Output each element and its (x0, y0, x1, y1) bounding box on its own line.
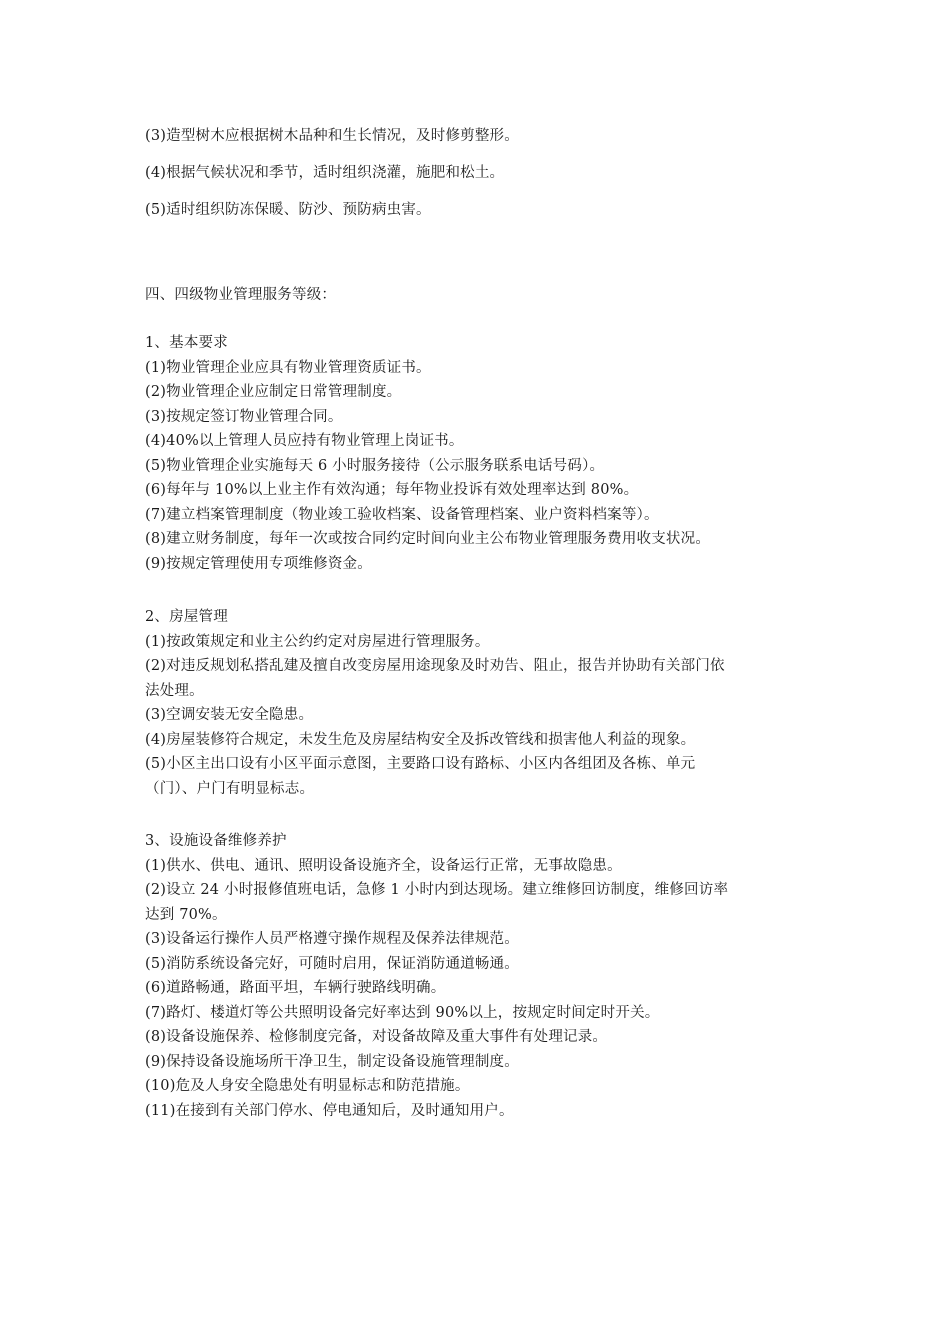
list-item: (8)建立财务制度，每年一次或按合同约定时间向业主公布物业管理服务费用收支状况。 (145, 531, 711, 547)
section-title: 3、设施设备维修养护 (145, 833, 287, 849)
list-item: (2)设立 24 小时报修值班电话，急修 1 小时内到达现场。建立维修回访制度，维修回访率 (145, 882, 729, 898)
intro-list (145, 118, 810, 229)
list-item: (1)按政策规定和业主公约约定对房屋进行管理服务。 (145, 633, 490, 650)
list-item: (6)道路畅通，路面平坦，车辆行驶路线明确。 (145, 980, 446, 996)
list-item: (1)供水、供电、通讯、照明设备设施齐全，设备运行正常，无事故隐患。 (145, 857, 622, 874)
list-item: (5)小区主出口设有小区平面示意图，主要路口设有路标、小区内各组团及各栋、单元 (145, 756, 696, 772)
list-item: (4)40%以上管理人员应持有物业管理上岗证书。 (145, 433, 464, 449)
list-item: (2)物业管理企业应制定日常管理制度。 (145, 384, 402, 400)
list-item: (9)按规定管理使用专项维修资金。 (145, 555, 372, 572)
list-item: (10)危及人身安全隐患处有明显标志和防范措施。 (145, 1078, 470, 1094)
section-title: 1、基本要求 (145, 335, 228, 351)
list-item: (3)造型树木应根据树木品种和生长情况，及时修剪整形。 (145, 128, 519, 144)
section-facility-maintenance (145, 829, 810, 1123)
list-item: (9)保持设备设施场所干净卫生，制定设备设施管理制度。 (145, 1053, 519, 1070)
list-item: (6)每年与 10%以上业主作有效沟通；每年物业投诉有效处理率达到 80%。 (145, 482, 639, 498)
list-item: (1)物业管理企业应具有物业管理资质证书。 (145, 359, 431, 376)
list-item: (5)适时组织防冻保暖、防沙、预防病虫害。 (145, 202, 431, 218)
list-item: (3)按规定签订物业管理合同。 (145, 408, 343, 425)
section-basic-requirements (145, 331, 810, 576)
list-item: (8)设备设施保养、检修制度完备，对设备故障及重大事件有处理记录。 (145, 1029, 608, 1045)
list-item: (4)根据气候状况和季节，适时组织浇灌，施肥和松土。 (145, 165, 505, 181)
section-heading: 四、四级物业管理服务等级： (145, 287, 337, 303)
list-item: (5)消防系统设备完好，可随时启用，保证消防通道畅通。 (145, 955, 519, 972)
list-item: (2)对违反规划私搭乱建及擅自改变房屋用途现象及时劝告、阻止，报告并协助有关部门依 (145, 658, 725, 674)
list-item: (7)路灯、楼道灯等公共照明设备完好率达到 90%以上，按规定时间定时开关。 (145, 1004, 660, 1021)
list-item: (11)在接到有关部门停水、停电通知后，及时通知用户。 (145, 1102, 514, 1119)
list-item: (3)设备运行操作人员严格遵守操作规程及保养法律规范。 (145, 931, 519, 947)
list-item: (4)房屋装修符合规定，未发生危及房屋结构安全及拆改管线和损害他人利益的现象。 (145, 731, 696, 748)
list-item: (5)物业管理企业实施每天 6 小时服务接待（公示服务联系电话号码）。 (145, 457, 605, 474)
list-item: (7)建立档案管理制度（物业竣工验收档案、设备管理档案、业户资料档案等）。 (145, 506, 659, 523)
section-housing-management (145, 605, 810, 801)
section-title: 2、房屋管理 (145, 609, 228, 625)
list-item-continuation: 法处理。 (145, 682, 204, 699)
list-item: (3)空调安装无安全隐患。 (145, 707, 314, 723)
list-item-continuation: 达到 70%。 (145, 906, 227, 923)
list-item-continuation: （门）、户门有明显标志。 (145, 780, 315, 797)
